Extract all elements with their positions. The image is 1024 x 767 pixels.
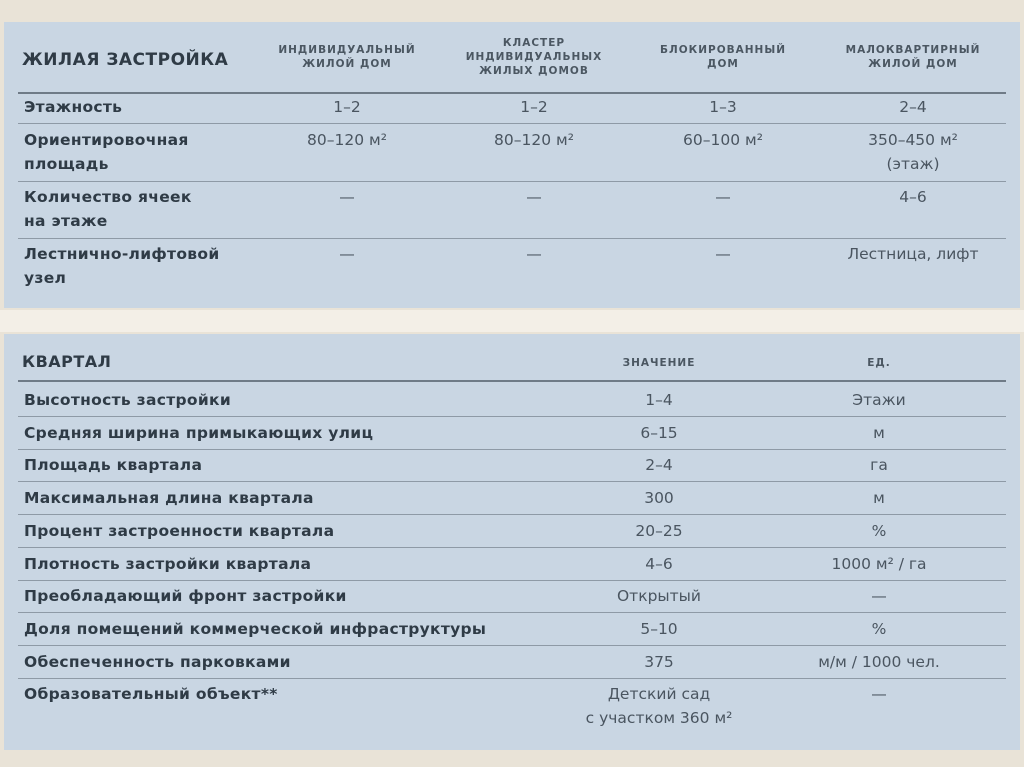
unit-cell: м/м / 1000 чел. [818, 652, 940, 671]
row-label: Образовательный объект** [24, 685, 278, 704]
cell: 4–6 [899, 188, 927, 206]
unit-cell: 1000 м² / га [831, 554, 927, 573]
row-label: Средняя ширина примыкающих улиц [24, 423, 374, 442]
row-label-cells: Количество ячеек на этаже [24, 188, 192, 230]
divider-band [0, 310, 1024, 332]
unit-cell: Этажи [852, 391, 906, 409]
value-cell: 300 [644, 489, 674, 508]
row-rule [18, 514, 1006, 515]
row-label: Плотность застройки квартала [24, 554, 312, 573]
cell: — [715, 188, 731, 206]
value-cell: 6–15 [640, 423, 678, 442]
value-cell: 20–25 [635, 521, 683, 540]
cell: 80–120 м² [494, 131, 574, 149]
cell: — [339, 245, 355, 263]
cell: — [339, 188, 355, 206]
row-label: Преобладающий фронт застройки [24, 587, 347, 606]
row-label: Обеспеченность парковками [24, 652, 291, 671]
row-label-area: Ориентировочная площадь [24, 131, 189, 173]
cell: Лестница, лифт [847, 245, 979, 263]
value-cell: 5–10 [640, 619, 678, 638]
row-rule [18, 612, 1006, 613]
row-rule [18, 645, 1006, 646]
header-rule [18, 92, 1006, 94]
row-label: Процент застроенности квартала [24, 521, 335, 540]
row-rule [18, 238, 1006, 239]
row-label: Доля помещений коммерческой инфраструктуры [24, 619, 487, 638]
unit-cell: % [871, 619, 887, 638]
row-rule [18, 547, 1006, 548]
row-rule [18, 580, 1006, 581]
row-label-floors: Этажность [24, 98, 123, 116]
col-head-value: ЗНАЧЕНИЕ [622, 357, 696, 369]
row-rule [18, 181, 1006, 182]
value-cell: 375 [644, 652, 674, 671]
row-label: Площадь квартала [24, 456, 203, 475]
cell: — [526, 245, 542, 263]
value-cell: 1–4 [645, 391, 673, 409]
cell: 80–120 м² [307, 131, 387, 149]
unit-cell: м [873, 489, 885, 508]
row-label: Максимальная длина квартала [24, 489, 314, 508]
col-head-unit: ЕД. [867, 357, 891, 369]
row-label: Высотность застройки [24, 391, 232, 409]
row-rule [18, 449, 1006, 450]
cell: 1–2 [333, 98, 361, 116]
block-table-title: КВАРТАЛ [22, 352, 112, 371]
col-head-cluster: КЛАСТЕР ИНДИВИДУАЛЬНЫХ ЖИЛЫХ ДОМОВ [465, 37, 603, 77]
unit-cell: м [873, 423, 885, 442]
unit-cell: — [871, 587, 887, 606]
residential-table [4, 22, 1020, 308]
value-cell: Открытый [616, 587, 701, 606]
row-rule [18, 481, 1006, 482]
unit-cell: — [871, 685, 887, 704]
cell: 1–2 [520, 98, 548, 116]
col-head-individual: ИНДИВИДУАЛЬНЫЙ ЖИЛОЙ ДОМ [278, 44, 416, 70]
cell: — [526, 188, 542, 206]
cell: 350–450 м² (этаж) [868, 131, 958, 173]
row-rule [18, 416, 1006, 417]
row-label-stair: Лестнично-лифтовой узел [24, 245, 220, 287]
row-rule [18, 678, 1006, 679]
cell: — [715, 245, 731, 263]
header-rule [18, 380, 1006, 382]
cell: 1–3 [709, 98, 737, 116]
col-head-lowrise: МАЛОКВАРТИРНЫЙ ЖИЛОЙ ДОМ [845, 44, 981, 70]
value-cell: 2–4 [645, 456, 673, 475]
cell: 2–4 [899, 98, 927, 116]
value-cell: Детский сад с участком 360 м² [585, 685, 733, 728]
cell: 60–100 м² [683, 131, 763, 149]
col-head-blocked: БЛОКИРОВАННЫЙ ДОМ [659, 44, 786, 70]
residential-table-title: ЖИЛАЯ ЗАСТРОЙКА [22, 50, 229, 70]
unit-cell: га [870, 456, 888, 475]
unit-cell: % [871, 521, 887, 540]
block-table [4, 334, 1020, 750]
row-rule [18, 123, 1006, 124]
value-cell: 4–6 [645, 554, 673, 573]
